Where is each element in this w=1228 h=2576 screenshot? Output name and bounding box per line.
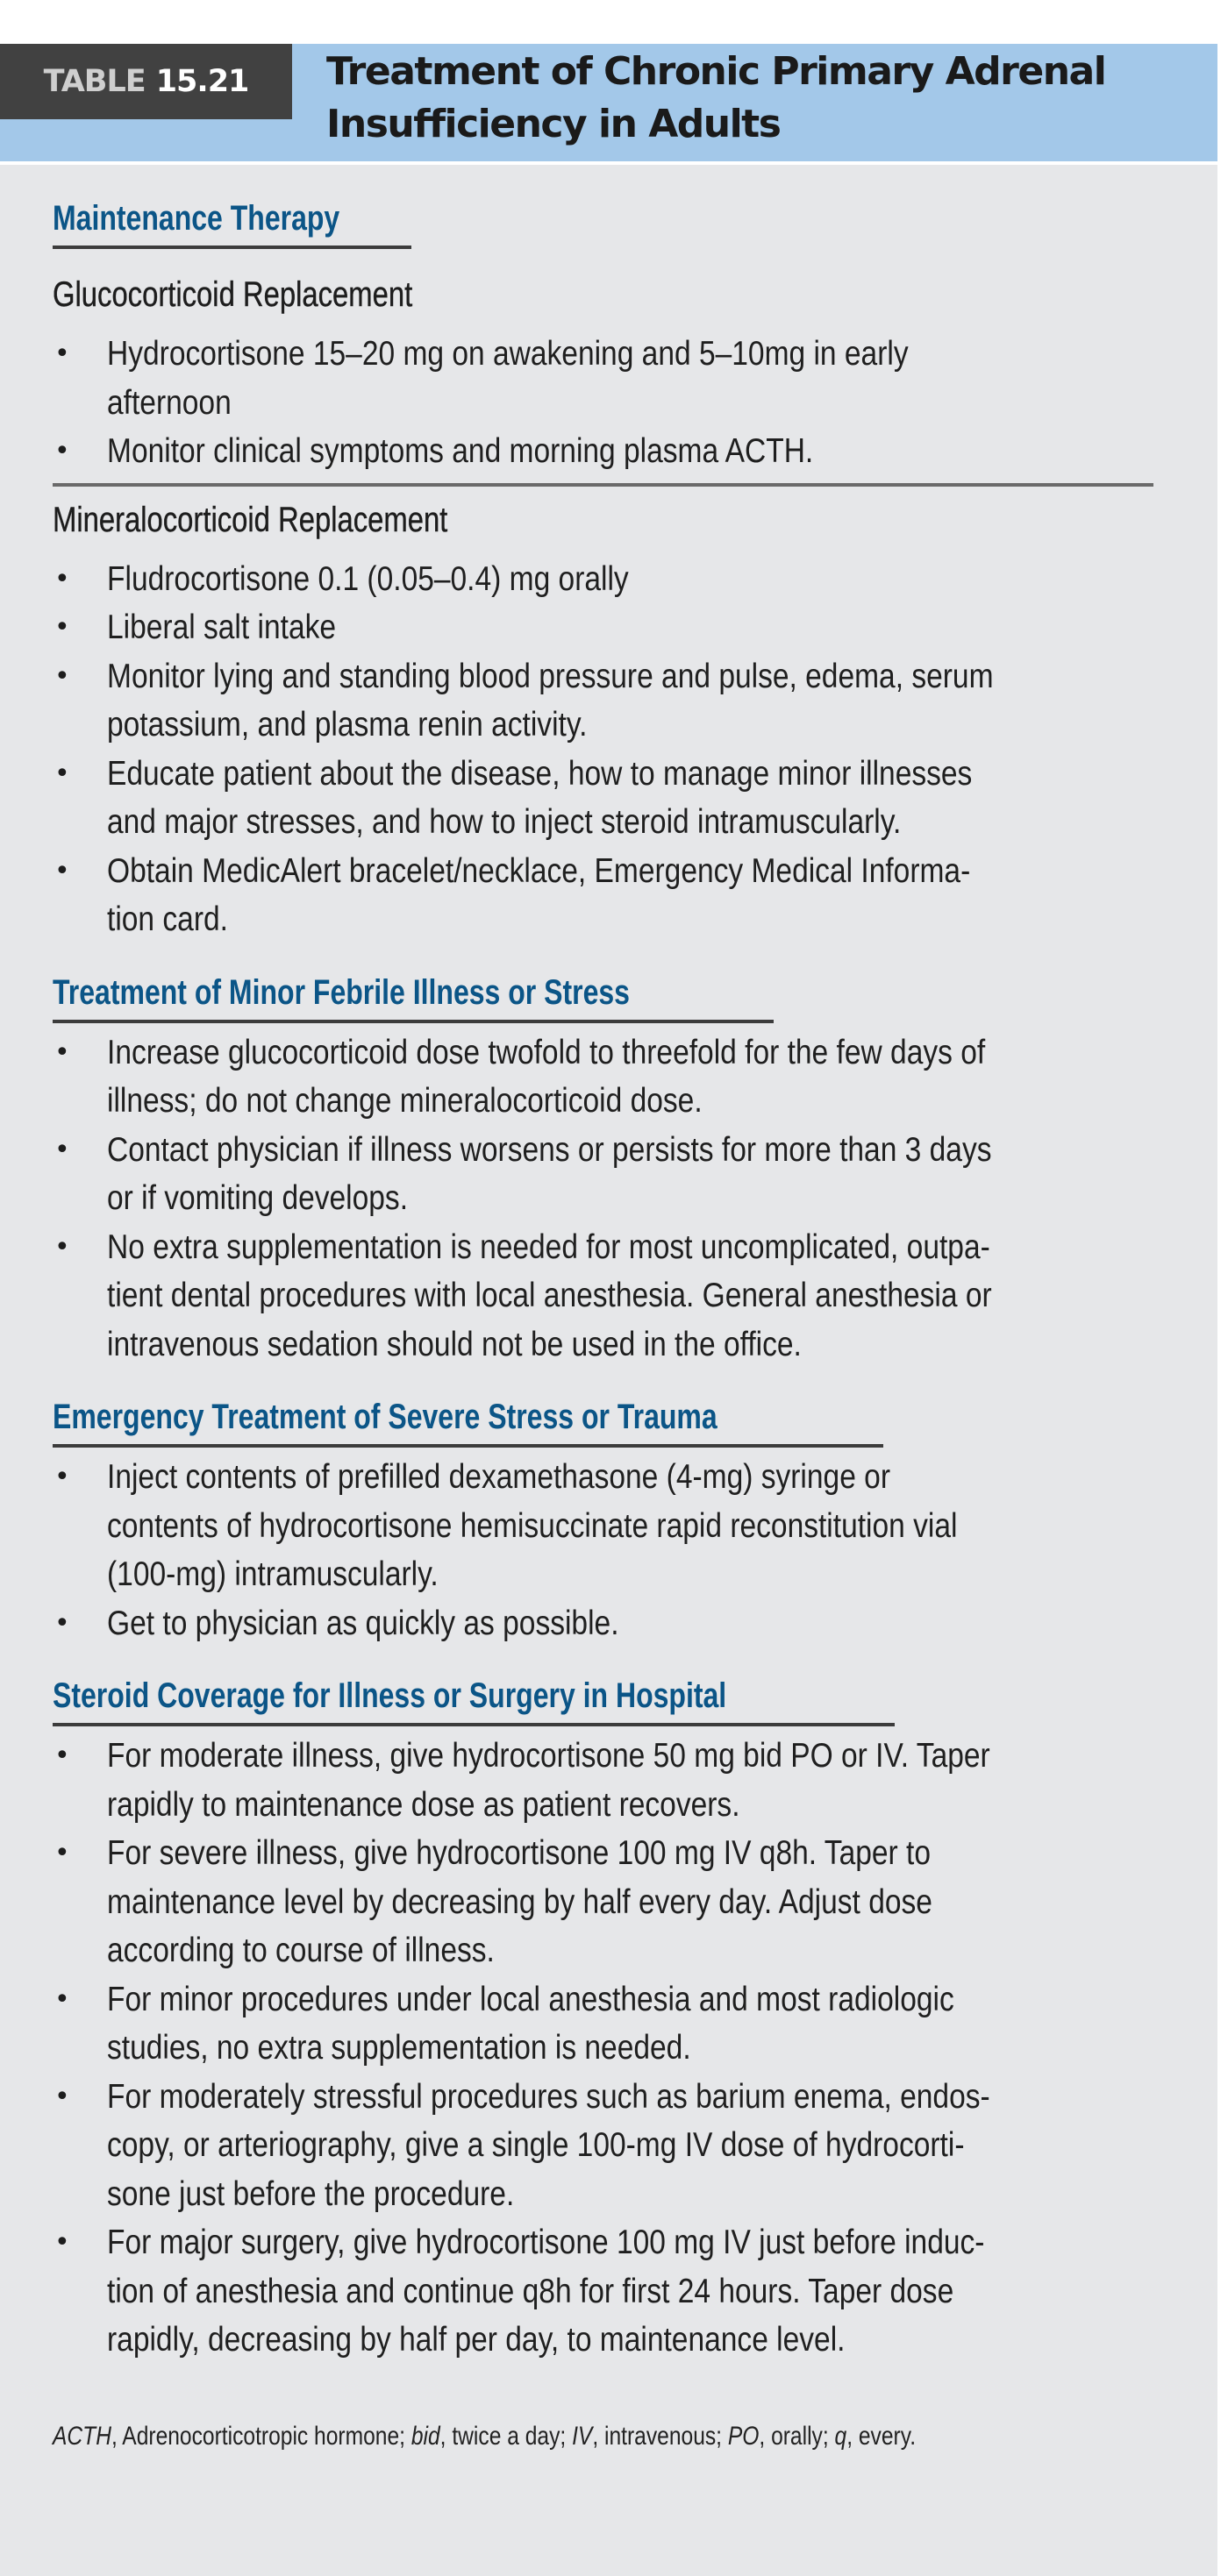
table-title: [326, 46, 1203, 151]
list-item-text-line: Fludrocortisone 0.1 (0.05–0.4) mg orally: [107, 559, 629, 598]
list-item: [53, 603, 1217, 652]
list-item: [53, 555, 1217, 604]
list-item-text-line: tient dental procedures with local anesthesia. General anesthesia or: [107, 1277, 992, 1314]
list-item-text-line: Hydrocortisone 15–20 mg on awakening and 5–10mg in early: [107, 335, 909, 373]
bullet-list: [0, 1453, 1217, 1647]
footnote-abbreviation: IV: [572, 2421, 593, 2451]
list-item-text-line: (100-mg) intramuscularly.: [107, 1555, 439, 1593]
list-item-text-line: illness; do not change mineralocorticoid dose.: [107, 1082, 703, 1120]
list-item: [53, 1453, 1217, 1599]
list-item-text-line: Monitor clinical symptoms and morning plasma ACTH.: [107, 432, 814, 470]
footnote-abbreviation: PO: [727, 2421, 760, 2451]
list-item: [53, 1126, 1217, 1223]
list-item: [53, 1732, 1217, 1829]
footnote-abbreviation: ACTH: [53, 2421, 111, 2451]
list-item-text-line: tion card.: [107, 900, 228, 938]
footnote-definition: , intravenous;: [592, 2421, 728, 2451]
bullet-icon: •: [54, 1462, 70, 1492]
footnote-abbreviation: bid: [411, 2421, 440, 2451]
list-item-text-line: Educate patient about the disease, how to manage minor illnesses: [107, 754, 973, 793]
list-item: [53, 1599, 1217, 1648]
list-item: [53, 1028, 1217, 1126]
list-item-text-line: potassium, and plasma renin activity.: [107, 706, 588, 744]
footnote-definition: , every.: [846, 2421, 917, 2451]
table-number-badge: [0, 44, 292, 119]
list-item: [53, 427, 1217, 476]
table-page: [0, 44, 1217, 2576]
list-item-text-line: For severe illness, give hydrocortisone 100 mg IV q8h. Taper to: [107, 1834, 931, 1872]
list-item-text-line: according to course of illness.: [107, 1932, 495, 1969]
list-item-text-line: For major surgery, give hydrocortisone 100 mg IV just before induc-: [107, 2224, 985, 2261]
footnote-abbreviations: [53, 2419, 1217, 2454]
list-item-text-line: rapidly, decreasing by half per day, to maintenance level.: [107, 2321, 846, 2359]
list-item-text-line: Contact physician if illness worsens or persists for more than 3 days: [107, 1130, 992, 1169]
table-title-line: Treatment of Chronic Primary Adrenal: [326, 49, 1106, 94]
list-item-text-line: Monitor lying and standing blood pressure and pulse, edema, serum: [107, 657, 994, 695]
list-item-text-line: rapidly to maintenance dose as patient recovers.: [107, 1785, 740, 1824]
bullet-icon: •: [54, 1607, 70, 1639]
section-heading-emergency-treatment: Emergency Treatment of Severe Stress or Trauma: [53, 1395, 883, 1448]
bullet-list: [0, 555, 1217, 944]
footnote-definition: , orally;: [759, 2421, 835, 2451]
list-item: [53, 2218, 1217, 2365]
list-item-text-line: afternoon: [107, 383, 232, 422]
list-item-text-line: Inject contents of prefilled dexamethasone (4-mg) syringe or: [107, 1458, 890, 1496]
list-item-text-line: and major stresses, and how to inject steroid intramuscularly.: [107, 803, 902, 841]
subheading-mineralocorticoid-replacement: Mineralocorticoid Replacement: [53, 500, 448, 539]
list-item-text-line: tion of anesthesia and continue q8h for first 24 hours. Taper dose: [107, 2272, 954, 2310]
bullet-icon: •: [54, 563, 70, 594]
bullet-icon: •: [54, 338, 70, 369]
list-item-text-line: Get to physician as quickly as possible.: [107, 1604, 619, 1642]
bullet-icon: •: [54, 1838, 70, 1868]
list-item-text-line: maintenance level by decreasing by half every day. Adjust dose: [107, 1882, 932, 1921]
bullet-list: [0, 330, 1217, 476]
list-item-text-line: sone just before the procedure.: [107, 2174, 515, 2213]
table-label: TABLE: [43, 64, 146, 99]
footnote-abbreviation: q: [834, 2421, 847, 2451]
list-item-text-line: Liberal salt intake: [107, 608, 337, 646]
list-item-text-line: or if vomiting develops.: [107, 1179, 409, 1217]
list-item: [53, 1829, 1217, 1975]
bullet-icon: •: [54, 436, 70, 466]
bullet-icon: •: [54, 758, 70, 789]
section-heading-maintenance-therapy: Maintenance Therapy: [53, 196, 411, 249]
table-body: [0, 165, 1217, 2576]
bullet-icon: •: [54, 1134, 70, 1165]
list-item: [53, 1223, 1217, 1370]
list-item: [53, 330, 1217, 427]
subheading-glucocorticoid-replacement: Glucocorticoid Replacement: [53, 275, 413, 314]
footnote-definition: , twice a day;: [439, 2421, 573, 2451]
list-item-text-line: For moderate illness, give hydrocortisone 50 mg bid PO or IV. Taper: [107, 1737, 990, 1775]
bullet-icon: •: [54, 2081, 70, 2112]
bullet-icon: •: [54, 855, 70, 886]
list-item: [53, 652, 1217, 750]
table-title-line: Insufficiency in Adults: [326, 102, 781, 146]
list-item-text-line: copy, or arteriography, give a single 100-mg IV dose of hydrocorti-: [107, 2126, 965, 2164]
section-heading-minor-febrile-illness: Treatment of Minor Febrile Illness or Stress: [53, 971, 774, 1023]
list-item-text-line: intravenous sedation should not be used in the office.: [107, 1325, 802, 1363]
bullet-icon: •: [54, 2227, 70, 2258]
list-item-text-line: contents of hydrocortisone hemisuccinate rapid reconstitution vial: [107, 1506, 958, 1545]
table-header: [0, 44, 1217, 161]
list-item: [53, 750, 1217, 847]
table-number: 15.21: [155, 64, 249, 99]
bullet-icon: •: [54, 1036, 70, 1068]
bullet-icon: •: [54, 1740, 70, 1771]
bullet-list: [0, 1732, 1217, 2365]
list-item-text-line: studies, no extra supplementation is needed.: [107, 2029, 691, 2067]
bullet-icon: •: [54, 660, 70, 692]
bullet-icon: •: [54, 1983, 70, 2015]
bullet-icon: •: [54, 1231, 70, 1263]
list-item-text-line: For moderately stressful procedures such as barium enema, endos-: [107, 2077, 990, 2116]
list-item-text-line: Increase glucocorticoid dose twofold to threefold for the few days of: [107, 1033, 986, 1071]
list-item: [53, 1975, 1217, 2073]
list-item-text-line: For minor procedures under local anesthesia and most radiologic: [107, 1980, 954, 2018]
footnote-definition: , Adrenocorticotropic hormone;: [111, 2421, 411, 2451]
list-item: [53, 847, 1217, 944]
bullet-list: [0, 1028, 1217, 1370]
section-heading-steroid-coverage: Steroid Coverage for Illness or Surgery in Hospital: [53, 1674, 895, 1726]
list-item-text-line: Obtain MedicAlert bracelet/necklace, Emergency Medical Informa-: [107, 851, 971, 890]
list-item: [53, 2073, 1217, 2219]
bullet-icon: •: [54, 612, 70, 643]
list-item-text-line: No extra supplementation is needed for most uncomplicated, outpa-: [107, 1228, 990, 1266]
